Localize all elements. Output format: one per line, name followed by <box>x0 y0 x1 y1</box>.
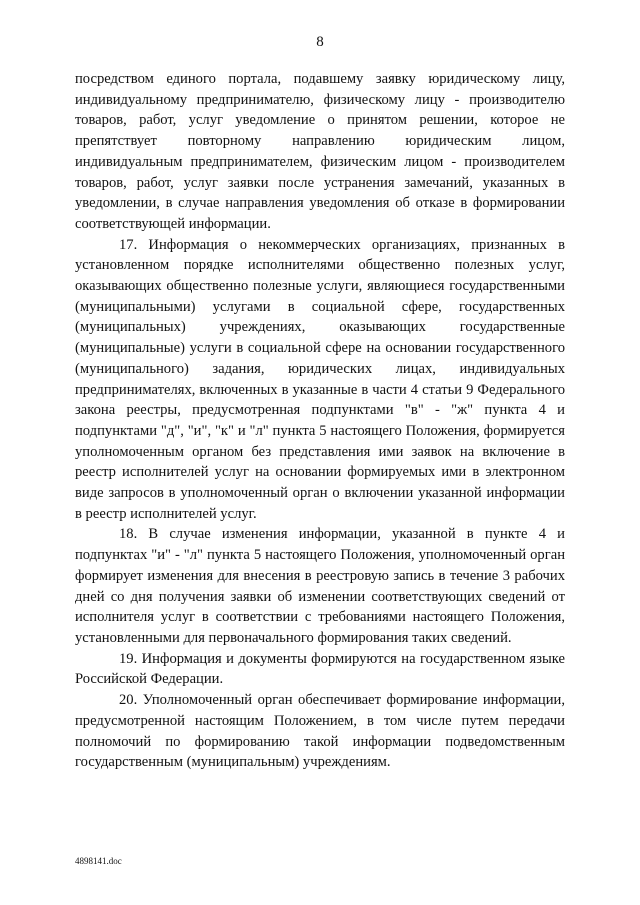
paragraph-20: 20. Уполномоченный орган обеспечивает формирование информации, предусмотренной настоящим Положением, в том числе путем передачи полномочий по формированию такой информации подведомственным государственным (муниципальным) учреждениям. <box>75 692 565 771</box>
paragraph-18: 18. В случае изменения информации, указанной в пункте 4 и подпунктах "и" - "л" пункта 5 настоящего Положения, уполномоченный орган формирует изменения для внесения в реестровую запись в течение 3 рабочих дней со дня получения заявки об изменении соответствующих сведений от исполнителя услуг в соответствии с требованиями настоящего Положения, установленными для первоначального формирования таких сведений. <box>75 526 565 646</box>
paragraph-17: 17. Информация о некоммерческих организациях, признанных в установленном порядке исполнителями общественно полезных услуг, оказывающих общественно полезные услуги, являющиеся государственными (муниципальными) услугами в социальной сфере, государственных (муниципальных) учреждениях, оказывающих государственные (муниципальные) услуги в социальной сфере на основании государственного (муниципального) задания, юридических лицах, индивидуальных предпринимателях, включенных в указанные в части 4 статьи 9 Федерального закона реестры, предусмотренная подпунктами "в" - "ж" пункта 4 и подпунктами "д", "и", "к" и "л" пункта 5 настоящего Положения, формируется уполномоченным органом без представления ими заявок на включение в реестр исполнителей услуг на основании формируемых ими в электронном виде запросов в уполномоченный орган о включении указанной информации в реестр исполнителей услуг. <box>75 236 565 522</box>
paragraph-continuation: посредством единого портала, подавшему заявку юридическому лицу, индивидуальному предпринимателю, физическому лицу - производителю товаров, работ, услуг уведомление о принятом решении, которое не препятствует повторному направлению юридическим лицом, индивидуальным предпринимателем, физическим лицом - производителем товаров, работ, услуг заявки после устранения замечаний, указанных в уведомлении, в случае направления уведомления об отказе в формировании соответствующей информации. <box>75 71 565 232</box>
file-name-footer: 4898141.doc <box>75 856 122 866</box>
page-number: 8 <box>316 34 324 50</box>
document-body <box>75 69 565 773</box>
paragraph-19: 19. Информация и документы формируются на государственном языке Российской Федерации. <box>75 650 565 688</box>
